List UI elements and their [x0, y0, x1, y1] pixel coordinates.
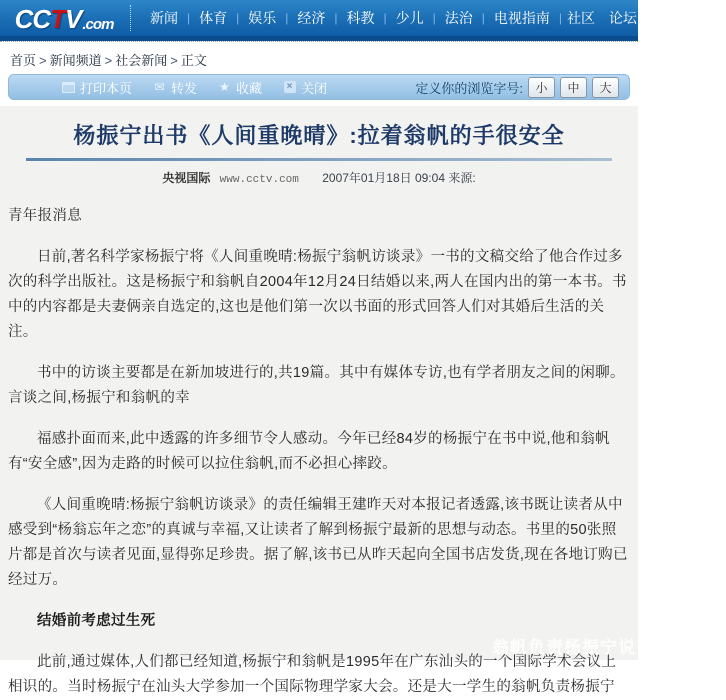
source-url[interactable]: www.cctv.com: [219, 174, 299, 186]
font-size-controls: [415, 77, 629, 98]
font-size-small-button[interactable]: 小: [528, 77, 555, 98]
star-icon: ★: [219, 80, 230, 94]
font-size-large-button[interactable]: 大: [592, 77, 619, 98]
nav-item-science[interactable]: 科教: [346, 10, 375, 26]
nav-separator: |: [334, 11, 338, 25]
nav-item-law[interactable]: 法治: [444, 10, 473, 26]
breadcrumb-separator: >: [39, 53, 47, 68]
favorite-label: 收藏: [236, 80, 263, 96]
font-size-label: 定义你的浏览字号:: [415, 80, 523, 96]
article-toolbar: [8, 74, 630, 100]
close-button[interactable]: [282, 78, 327, 97]
nav-separator: |: [187, 11, 191, 25]
nav-separator: |: [383, 11, 387, 25]
breadcrumb-separator: >: [170, 53, 178, 68]
article-lead: 青年报消息: [8, 208, 82, 224]
print-label: 打印本页: [80, 80, 133, 96]
logo-com-text: .com: [82, 16, 114, 33]
nav-item-tvguide[interactable]: 电视指南: [493, 10, 550, 26]
nav-item-entertainment[interactable]: 娱乐: [248, 10, 277, 26]
logo-cc-text: CC: [14, 4, 51, 34]
envelope-icon: ✉: [154, 80, 165, 94]
nav-separator: |: [432, 11, 436, 25]
cctv-logo[interactable]: [0, 4, 128, 32]
article-paragraph: 书中的访谈主要都是在新加坡进行的,共19篇。其中有媒体专访,也有学者朋友之间的闲聊。言谈之间,杨振宁和翁帆的幸: [8, 365, 625, 406]
breadcrumb: [0, 48, 638, 72]
printer-icon: [61, 81, 76, 94]
nav-item-kids[interactable]: 少儿: [395, 10, 424, 26]
top-nav-bar: [0, 0, 721, 36]
forward-button[interactable]: [152, 78, 197, 97]
close-label: 关闭: [301, 80, 328, 96]
forward-label: 转发: [171, 80, 198, 96]
watermark-text: 翁帆负责杨振宁说: [492, 638, 636, 657]
nav-item-economy[interactable]: 经济: [297, 10, 326, 26]
main-nav: [141, 8, 726, 28]
nav-item-news[interactable]: 新闻: [150, 10, 178, 26]
breadcrumb-home[interactable]: 首页: [10, 53, 37, 68]
nav-separator: |: [558, 11, 562, 25]
article-paragraph: 《人间重晚晴:杨振宁翁帆访谈录》的责任编辑王建昨天对本报记者透露,该书既让读者从中感受到“杨翁忘年之恋”的真诚与幸福,又让读者了解到杨振宁最新的思想与动态。书里的50张照片都是首次与读者见面,显得弥足珍贵。据了解,该书已从昨天起向全国书店发货,现在各地订购已经过万。: [8, 497, 628, 588]
headline-divider: [26, 158, 612, 161]
publish-date: 2007年01月18日 09:04: [322, 171, 445, 185]
logo-divider: [130, 5, 131, 31]
font-size-medium-button[interactable]: 中: [560, 77, 587, 98]
article-meta: [8, 169, 630, 186]
logo-t-text: T: [50, 4, 66, 34]
nav-item-community[interactable]: 社区: [567, 10, 595, 26]
nav-item-blog[interactable]: 博客: [650, 10, 679, 26]
nav-item-sports[interactable]: 体育: [199, 10, 228, 26]
article-content: [0, 106, 638, 695]
article-subheading: 结婚前考虑过生死: [37, 613, 156, 629]
close-icon: ×: [282, 81, 297, 94]
nav-item-forum[interactable]: 论坛: [608, 10, 637, 26]
nav-separator: |: [481, 11, 485, 25]
article-paragraph: 福感扑面而来,此中透露的许多细节令人感动。今年已经84岁的杨振宁在书中说,他和翁帆有“安全感”,因为走路的时候可以拉住翁帆,而不必担心摔跤。: [8, 431, 610, 472]
nav-item-podcast[interactable]: 播客: [692, 10, 721, 26]
source-name: 央视国际: [162, 171, 211, 185]
dotted-divider: [0, 41, 638, 48]
nav-separator: |: [285, 11, 289, 25]
print-button[interactable]: [61, 78, 132, 97]
origin-label: 来源:: [448, 171, 476, 185]
breadcrumb-separator: >: [104, 53, 113, 68]
nav-community-group: [562, 8, 726, 28]
breadcrumb-social-news[interactable]: 社会新闻: [115, 53, 168, 68]
logo-v-text: V: [65, 4, 82, 34]
article-title: 杨振宁出书《人间重晚晴》:拉着翁帆的手很安全: [73, 123, 565, 148]
toolbar-actions: [9, 78, 415, 97]
favorite-button[interactable]: [217, 78, 262, 97]
breadcrumb-current: 正文: [180, 53, 207, 68]
article-body: [8, 204, 630, 700]
article-paragraph: 日前,著名科学家杨振宁将《人间重晚晴:杨振宁翁帆访谈录》一书的文稿交给了他合作过多次的科学出版社。这是杨振宁和翁帆自2004年12月24日结婚以来,两人在国内出的第一本书。书中的内容都是夫妻俩亲自选定的,这也是他们第一次以书面的形式回答人们对其婚后生活的关注。: [8, 249, 627, 340]
article-paragraph: 此前,通过媒体,人们都已经知道,杨振宁和翁帆是1995年在广东汕头的一个国际学术会议上相识的。当时杨振宁在汕头大学参加一个国际物理学家大会。还是大一学生的翁帆负责杨振宁: [8, 654, 617, 695]
toolbar-wrapper: [0, 72, 638, 106]
breadcrumb-news-channel[interactable]: 新闻频道: [49, 53, 102, 68]
nav-separator: |: [236, 11, 240, 25]
